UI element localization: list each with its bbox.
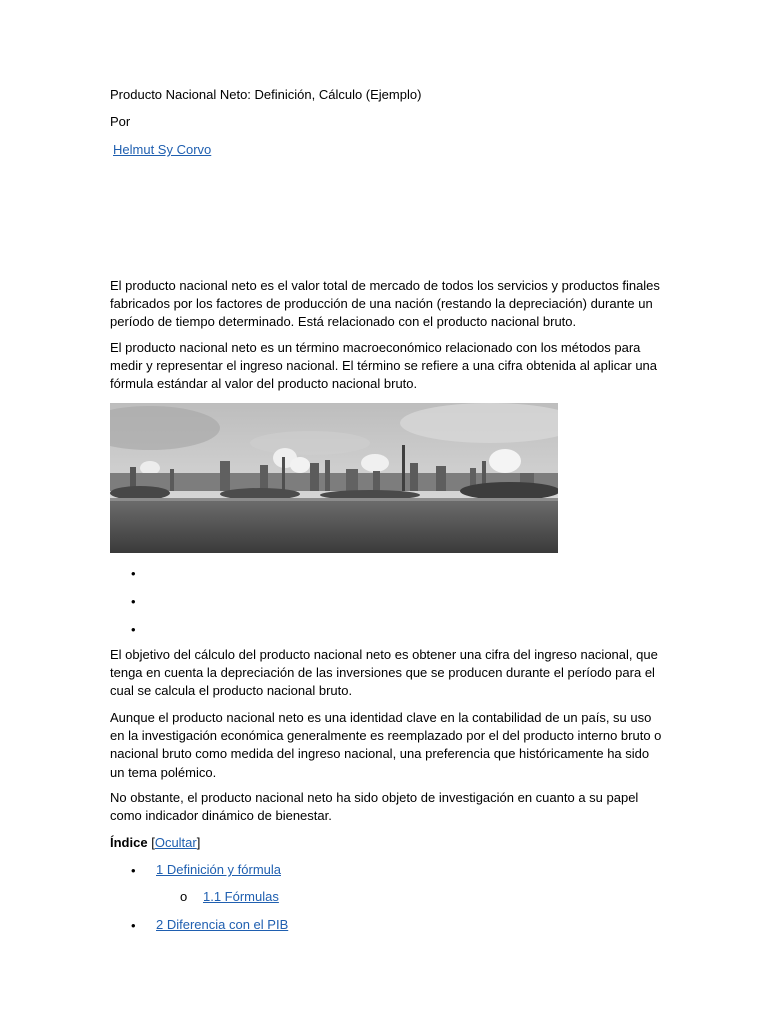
paragraph-3: El objetivo del cálculo del producto nacional neto es obtener una cifra del ingreso nacional, que tenga en cuenta la depreciación de las inversiones que se producen durante el período para el cual se calcula el producto nacional bruto. (110, 647, 658, 699)
bullet-marker: • (131, 594, 136, 609)
document-title: Producto Nacional Neto: Definición, Cálculo (Ejemplo) (110, 87, 422, 102)
toc-item-marker: • (131, 918, 136, 933)
paragraph-1: El producto nacional neto es el valor total de mercado de todos los servicios y productos finales fabricados por los factores de producción de una nación (restando la depreciación) durante un período de tiempo determinado. Está relacionado con el producto nacional bruto. (110, 278, 660, 330)
toc-item-diferencia-pib[interactable]: 2 Diferencia con el PIB (156, 917, 289, 932)
toc-header (110, 834, 200, 852)
bullet-marker: • (131, 566, 136, 581)
author-link[interactable] (113, 141, 211, 159)
paragraph-2: El producto nacional neto es un término macroeconómico relacionado con los métodos para medir y representar el ingreso nacional. El término se refiere a una cifra obtenida al aplicar una fórmula estándar al valor del producto nacional bruto. (110, 340, 658, 392)
toc-hide-link[interactable]: Ocultar (154, 835, 197, 850)
paragraph-5: No obstante, el producto nacional neto ha sido objeto de investigación en cuanto a su papel como indicador dinámico de bienestar. (110, 790, 639, 824)
toc-label: Índice (110, 835, 148, 850)
toc-item-definicion[interactable]: 1 Definición y fórmula (156, 862, 281, 877)
author-link-text[interactable]: Helmut Sy Corvo (113, 142, 212, 157)
toc-subitem-marker: o (180, 889, 188, 904)
industrial-landscape-image (110, 403, 558, 553)
paragraph-4: Aunque el producto nacional neto es una identidad clave en la contabilidad de un país, su uso en la investigación económica generalmente es reemplazado por el del producto interno bruto o nacional bruto como medida del ingreso nacional, una preferencia que históricamente ha sido un tema polémico. (110, 710, 662, 780)
byline-label: Por (110, 114, 131, 129)
toc-bracket-close: ] (196, 835, 201, 850)
toc-item-formulas[interactable]: 1.1 Fórmulas (203, 889, 279, 904)
toc-item-marker: • (131, 863, 136, 878)
toc-bracket-open: [ (151, 835, 155, 850)
bullet-marker: • (131, 622, 136, 637)
